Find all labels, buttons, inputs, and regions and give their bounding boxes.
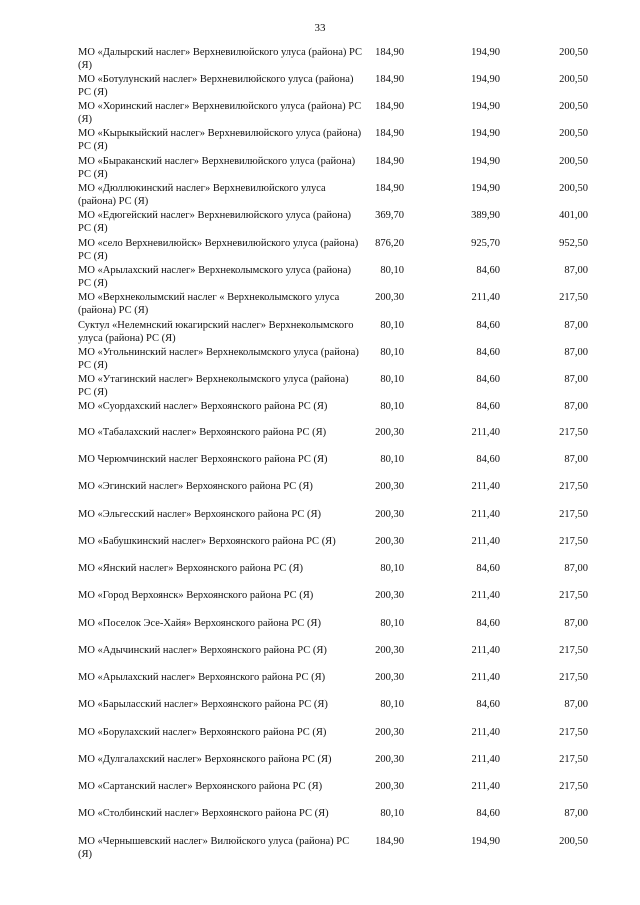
- row-value-1: 200,30: [375, 672, 404, 683]
- row-value-3: 87,00: [564, 401, 588, 412]
- row-value-2: 211,40: [471, 645, 500, 656]
- table-row: [0, 400, 640, 426]
- row-value-2: 84,60: [476, 618, 500, 629]
- row-name: МО «Утагинский наслег» Верхнеколымского улуса (района) РС (Я): [78, 374, 349, 398]
- table-row: [0, 753, 640, 779]
- row-value-2: 211,40: [471, 509, 500, 520]
- table-row: [0, 589, 640, 615]
- row-name: МО «Кырыкыйский наслег» Верхневилюйского улуса (района) РС (Я): [78, 128, 362, 152]
- table-row: [0, 155, 640, 181]
- row-value-2: 211,40: [471, 590, 500, 601]
- table-row: [0, 46, 640, 72]
- row-value-2: 389,90: [471, 210, 500, 221]
- row-value-3: 87,00: [564, 618, 588, 629]
- row-name: МО «Дулгалахский наслег» Верхоянского района РС (Я): [78, 754, 332, 765]
- table-row: [0, 780, 640, 806]
- row-value-3: 200,50: [559, 128, 588, 139]
- table-row: [0, 644, 640, 670]
- table-row: [0, 127, 640, 153]
- row-name: МО «Бабушкинский наслег» Верхоянского района РС (Я): [78, 536, 336, 547]
- table-row: [0, 73, 640, 99]
- table-row: [0, 237, 640, 263]
- row-name: МО «Янский наслег» Верхоянского района РС (Я): [78, 563, 304, 574]
- row-value-2: 84,60: [476, 563, 500, 574]
- row-name: МО «Чернышевский наслег» Вилюйского улуса (района) РС (Я): [78, 836, 350, 860]
- row-value-2: 84,60: [476, 265, 500, 276]
- row-value-1: 80,10: [380, 401, 404, 412]
- row-value-2: 211,40: [471, 754, 500, 765]
- row-value-3: 87,00: [564, 699, 588, 710]
- row-value-2: 211,40: [471, 536, 500, 547]
- row-value-3: 200,50: [559, 156, 588, 167]
- row-value-1: 876,20: [375, 238, 404, 249]
- row-name: МО «Угольнинский наслег» Верхнеколымского улуса (района) РС (Я): [78, 347, 359, 371]
- row-value-3: 200,50: [559, 74, 588, 85]
- row-value-1: 80,10: [380, 454, 404, 465]
- row-value-3: 217,50: [559, 754, 588, 765]
- row-name: МО Черюмчинский наслег Верхоянского района РС (Я): [78, 454, 328, 465]
- row-name: МО «Хоринский наслег» Верхневилюйского улуса (района) РС (Я): [78, 101, 362, 125]
- row-value-1: 80,10: [380, 808, 404, 819]
- row-name: МО «Эгинский наслег» Верхоянского района РС (Я): [78, 481, 313, 492]
- row-value-2: 84,60: [476, 401, 500, 412]
- row-value-2: 194,90: [471, 183, 500, 194]
- row-value-2: 211,40: [471, 672, 500, 683]
- row-name: МО «Арылахский наслег» Верхнеколымского улуса (района) РС (Я): [78, 265, 352, 289]
- row-value-3: 952,50: [559, 238, 588, 249]
- row-name: Суктул «Нелемнский юкагирский наслег» Верхнеколымского улуса (района) РС (Я): [78, 320, 354, 344]
- row-value-2: 84,60: [476, 454, 500, 465]
- row-value-1: 369,70: [375, 210, 404, 221]
- table-row: [0, 291, 640, 317]
- row-value-1: 80,10: [380, 320, 404, 331]
- row-value-1: 80,10: [380, 563, 404, 574]
- row-name: МО «Борулахский наслег» Верхоянского района РС (Я): [78, 727, 327, 738]
- table-row: [0, 671, 640, 697]
- row-value-3: 217,50: [559, 481, 588, 492]
- table-row: [0, 373, 640, 399]
- row-name: МО «Столбинский наслег» Верхоянского района РС (Я): [78, 808, 329, 819]
- row-value-3: 87,00: [564, 320, 588, 331]
- row-value-2: 194,90: [471, 101, 500, 112]
- row-value-3: 217,50: [559, 590, 588, 601]
- row-value-1: 200,30: [375, 590, 404, 601]
- row-value-1: 184,90: [375, 101, 404, 112]
- row-value-1: 80,10: [380, 699, 404, 710]
- row-value-2: 925,70: [471, 238, 500, 249]
- table-row: [0, 807, 640, 833]
- row-value-3: 87,00: [564, 808, 588, 819]
- row-name: МО «Ботулунский наслег» Верхневилюйского улуса (района) РС (Я): [78, 74, 354, 98]
- row-value-3: 217,50: [559, 645, 588, 656]
- row-value-3: 217,50: [559, 781, 588, 792]
- row-value-1: 184,90: [375, 156, 404, 167]
- row-value-3: 200,50: [559, 47, 588, 58]
- row-value-1: 200,30: [375, 536, 404, 547]
- table-row: [0, 508, 640, 534]
- row-value-3: 217,50: [559, 509, 588, 520]
- row-value-2: 194,90: [471, 128, 500, 139]
- row-name: МО «Эльгесский наслег» Верхоянского района РС (Я): [78, 509, 321, 520]
- row-value-2: 84,60: [476, 320, 500, 331]
- row-value-3: 87,00: [564, 454, 588, 465]
- row-value-1: 184,90: [375, 183, 404, 194]
- row-value-1: 80,10: [380, 347, 404, 358]
- row-value-1: 184,90: [375, 836, 404, 847]
- row-value-1: 80,10: [380, 618, 404, 629]
- row-name: МО «Далырский наслег» Верхневилюйского улуса (района) РС (Я): [78, 47, 363, 71]
- row-value-2: 211,40: [471, 481, 500, 492]
- table-row: [0, 426, 640, 452]
- row-name: МО «Адычинский наслег» Верхоянского района РС (Я): [78, 645, 327, 656]
- row-value-1: 184,90: [375, 128, 404, 139]
- row-name: МО «Табалахский наслег» Верхоянского района РС (Я): [78, 427, 327, 438]
- row-value-3: 87,00: [564, 265, 588, 276]
- row-name: МО «Суордахский наслег» Верхоянского района РС (Я): [78, 401, 328, 412]
- row-value-3: 217,50: [559, 427, 588, 438]
- row-value-1: 200,30: [375, 645, 404, 656]
- row-value-3: 200,50: [559, 183, 588, 194]
- table-row: [0, 319, 640, 345]
- row-value-3: 401,00: [559, 210, 588, 221]
- row-value-2: 194,90: [471, 47, 500, 58]
- table-row: [0, 562, 640, 588]
- row-value-3: 87,00: [564, 374, 588, 385]
- page-number: 33: [314, 22, 326, 34]
- row-value-2: 194,90: [471, 74, 500, 85]
- row-value-2: 211,40: [471, 427, 500, 438]
- table-row: [0, 182, 640, 208]
- table-row: [0, 346, 640, 372]
- row-value-1: 200,30: [375, 727, 404, 738]
- row-value-1: 200,30: [375, 781, 404, 792]
- row-name: МО «Барыласский наслег» Верхоянского района РС (Я): [78, 699, 328, 710]
- row-value-3: 217,50: [559, 672, 588, 683]
- row-value-2: 211,40: [471, 781, 500, 792]
- row-value-3: 87,00: [564, 347, 588, 358]
- row-name: МО «Сартанский наслег» Верхоянского района РС (Я): [78, 781, 323, 792]
- row-value-3: 87,00: [564, 563, 588, 574]
- row-value-1: 184,90: [375, 47, 404, 58]
- row-name: МО «Город Верхоянск» Верхоянского района РС (Я): [78, 590, 314, 601]
- table-row: [0, 100, 640, 126]
- row-value-2: 84,60: [476, 808, 500, 819]
- table-row: [0, 835, 640, 861]
- row-value-3: 200,50: [559, 836, 588, 847]
- row-value-2: 211,40: [471, 727, 500, 738]
- row-value-1: 184,90: [375, 74, 404, 85]
- row-value-1: 200,30: [375, 292, 404, 303]
- table-row: [0, 726, 640, 752]
- row-name: МО «Верхнеколымский наслег « Верхнеколымского улуса (района) РС (Я): [78, 292, 340, 316]
- table-row: [0, 264, 640, 290]
- row-name: МО «Поселок Эсе-Хайя» Верхоянского района РС (Я): [78, 618, 321, 629]
- row-value-1: 200,30: [375, 754, 404, 765]
- table-row: [0, 617, 640, 643]
- row-value-1: 200,30: [375, 427, 404, 438]
- row-name: МО «Арылахский наслег» Верхоянского района РС (Я): [78, 672, 326, 683]
- row-name: МО «Едюгейский наслег» Верхневилюйского улуса (района) РС (Я): [78, 210, 352, 234]
- row-value-3: 217,50: [559, 292, 588, 303]
- row-value-2: 84,60: [476, 374, 500, 385]
- row-value-1: 200,30: [375, 509, 404, 520]
- row-value-2: 84,60: [476, 699, 500, 710]
- row-value-3: 200,50: [559, 101, 588, 112]
- table-row: [0, 535, 640, 561]
- row-value-3: 217,50: [559, 536, 588, 547]
- row-value-3: 217,50: [559, 727, 588, 738]
- row-value-2: 211,40: [471, 292, 500, 303]
- row-name: МО «Быраканский наслег» Верхневилюйского улуса (района) РС (Я): [78, 156, 356, 180]
- row-value-2: 194,90: [471, 156, 500, 167]
- table-row: [0, 209, 640, 235]
- row-value-1: 80,10: [380, 265, 404, 276]
- table-row: [0, 480, 640, 506]
- row-value-2: 84,60: [476, 347, 500, 358]
- table-row: [0, 453, 640, 479]
- row-value-1: 80,10: [380, 374, 404, 385]
- row-name: МО «Дюллюкинский наслег» Верхневилюйского улуса (района) РС (Я): [78, 183, 326, 207]
- row-value-2: 194,90: [471, 836, 500, 847]
- row-name: МО «село Верхневилюйск» Верхневилюйского улуса (района) РС (Я): [78, 238, 359, 262]
- table-row: [0, 698, 640, 724]
- row-value-1: 200,30: [375, 481, 404, 492]
